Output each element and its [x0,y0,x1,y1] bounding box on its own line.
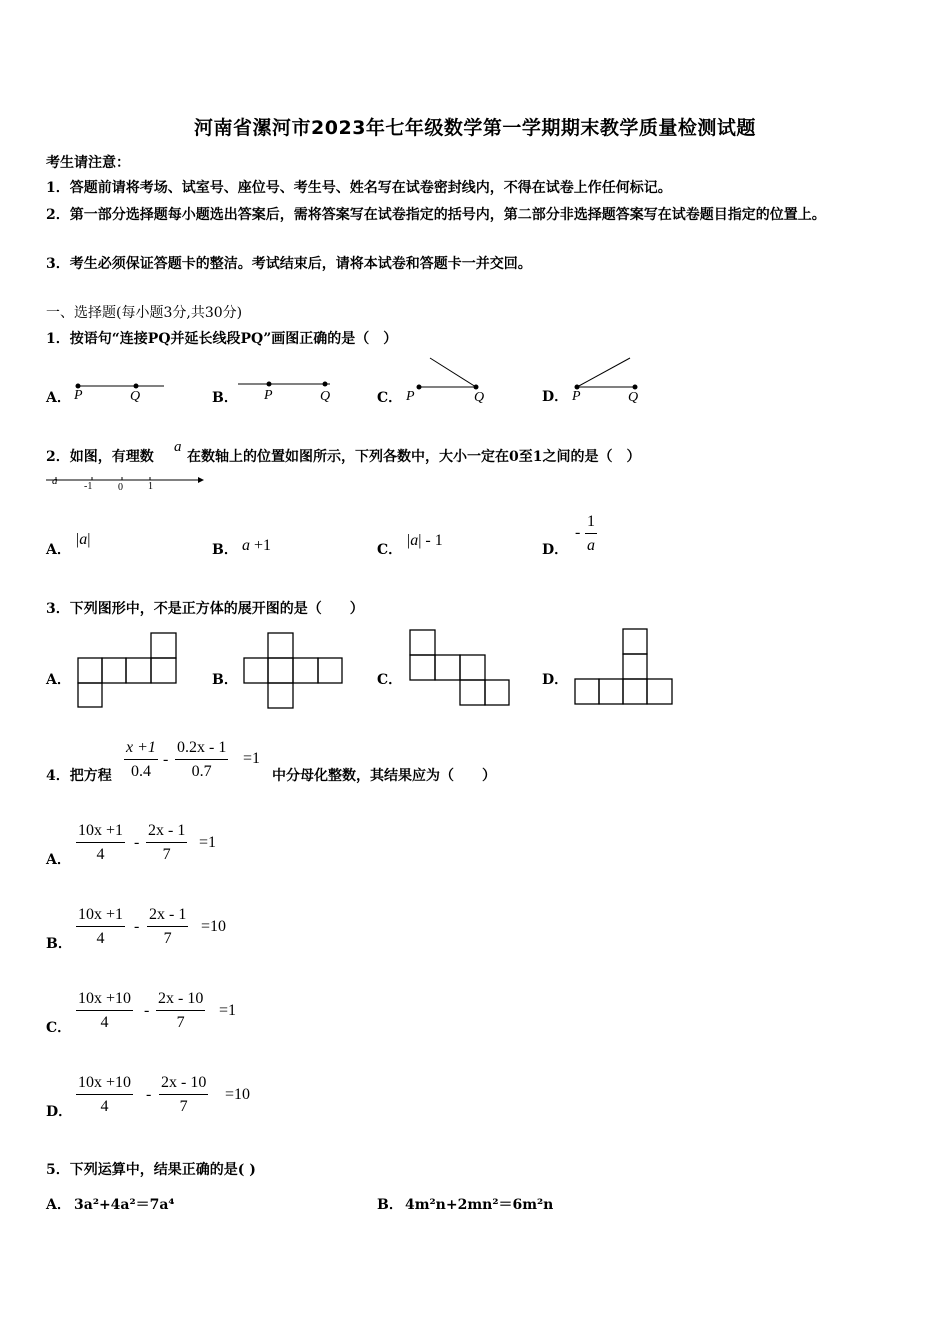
q5-option-a-text: 3a²+4a²＝7a⁴ [74,1197,175,1213]
q4-a-fraction-1: $\frac{10x +1}{4}$ [78,822,124,863]
q2-option-d-label: D． [542,542,569,558]
q4-option-a-label: A． [46,852,71,868]
q1-d-point-p: P [572,389,581,404]
q1-option-b-label: B． [212,390,238,406]
question-2-stem-a: 2．如图，有理数 [46,449,154,465]
notice-item-2: 2．第一部分选择题每小题选出答案后，需将答案写在试卷指定的括号内，第二部分非选择题答案写在试卷题目指定的位置上。 [46,207,826,223]
q5-option-b-label: B． [377,1197,403,1213]
question-4-stem-a: 4．把方程 [46,768,112,784]
q4-c-fraction-1: $\frac{10x +10}{4}$ [78,990,132,1031]
q2-option-b-label: B． [212,542,238,558]
axis-label-neg1: -1 [84,481,93,492]
q1-b-point-p: P [264,388,273,403]
question-4-stem-b: 中分母化整数，其结果应为（ ） [272,768,496,784]
q4-d-minus: - [146,1086,152,1103]
q1-option-a-figure [70,376,170,410]
q2-option-a-label: A． [46,542,71,558]
q1-option-d-figure [570,355,670,405]
q2-option-a-expr: |a| [76,531,91,548]
q4-d-fraction-2: $\frac{2x - 10}{7}$ [161,1074,207,1115]
q2-option-d-fraction: $\frac{1}{a}$ [587,513,595,554]
q1-a-point-q: Q [130,389,141,404]
q4-b-rhs: =10 [201,918,227,935]
q4-option-d-label: D． [46,1104,73,1120]
q4-b-minus: - [134,918,140,935]
q3-option-b-net [244,633,344,709]
q3-option-a-label: A． [46,672,71,688]
question-2-var: a [174,439,182,455]
q3-option-d-label: D． [542,672,569,688]
q4-c-rhs: =1 [219,1002,237,1019]
notice-heading: 考生请注意： [46,155,130,171]
q2-option-b-expr: a +1 [242,537,272,554]
q1-option-a-label: A． [46,390,71,406]
number-line [46,474,206,494]
question-1-stem: 1．按语句“连接PQ并延长线段PQ”画图正确的是（ ） [46,331,398,347]
section-heading: 一、选择题(每小题3分,共30分) [46,305,243,321]
q4-eq-rhs: =1 [243,750,261,767]
question-2-stem-b: 在数轴上的位置如图所示，下列各数中，大小一定在0至1之间的是（ ） [187,449,641,465]
q2-option-c-expr: |a| - 1 [407,532,443,549]
q5-option-a-label: A． [46,1197,71,1213]
q4-option-b-label: B． [46,936,72,952]
q4-a-fraction-2: $\frac{2x - 1}{7}$ [148,822,186,863]
q2-option-d-sign: - [575,524,581,541]
q4-c-minus: - [144,1002,150,1019]
q3-option-d-net [575,629,675,705]
q1-c-point-p: P [406,389,415,404]
q5-option-b-text: 4m²n+2mn²＝6m²n [405,1197,554,1213]
q3-option-b-label: B． [212,672,238,688]
q4-eq-fraction-1: $\frac{x +1}{0.4}$ [126,739,156,780]
q1-option-c-label: C． [377,390,403,406]
page-title: 河南省漯河市2023年七年级数学第一学期期末教学质量检测试题 [194,117,756,139]
q3-option-a-net [78,633,178,709]
axis-label-a: a [52,475,58,487]
q4-eq-fraction-2: $\frac{0.2x - 1}{0.7}$ [177,739,227,780]
notice-item-1: 1．答题前请将考场、试室号、座位号、考生号、姓名写在试卷密封线内，不得在试卷上作任何标记。 [46,180,672,196]
q4-option-c-label: C． [46,1020,72,1036]
q4-d-rhs: =10 [225,1086,251,1103]
q1-a-point-p: P [74,388,83,403]
axis-label-0: 0 [118,482,123,493]
question-3-stem: 3．下列图形中，不是正方体的展开图的是（ ） [46,601,364,617]
q1-option-c-figure [400,355,500,405]
q4-c-fraction-2: $\frac{2x - 10}{7}$ [158,990,204,1031]
q3-option-c-net [410,630,510,706]
q2-option-c-label: C． [377,542,403,558]
question-5-stem: 5．下列运算中，结果正确的是( ) [46,1162,256,1178]
q3-option-c-label: C． [377,672,403,688]
q4-a-minus: - [134,834,140,851]
q1-option-d-label: D． [542,389,569,405]
q1-c-point-q: Q [474,390,485,405]
axis-label-1: 1 [148,481,153,492]
notice-item-3: 3．考生必须保证答题卡的整洁。考试结束后，请将本试卷和答题卡一并交回。 [46,256,532,272]
q1-d-point-q: Q [628,390,639,405]
q1-b-point-q: Q [320,389,331,404]
q4-b-fraction-2: $\frac{2x - 1}{7}$ [149,906,187,947]
q4-eq-minus: - [163,751,169,768]
q4-a-rhs: =1 [199,834,217,851]
q4-d-fraction-1: $\frac{10x +10}{4}$ [78,1074,132,1115]
q4-b-fraction-1: $\frac{10x +1}{4}$ [78,906,124,947]
